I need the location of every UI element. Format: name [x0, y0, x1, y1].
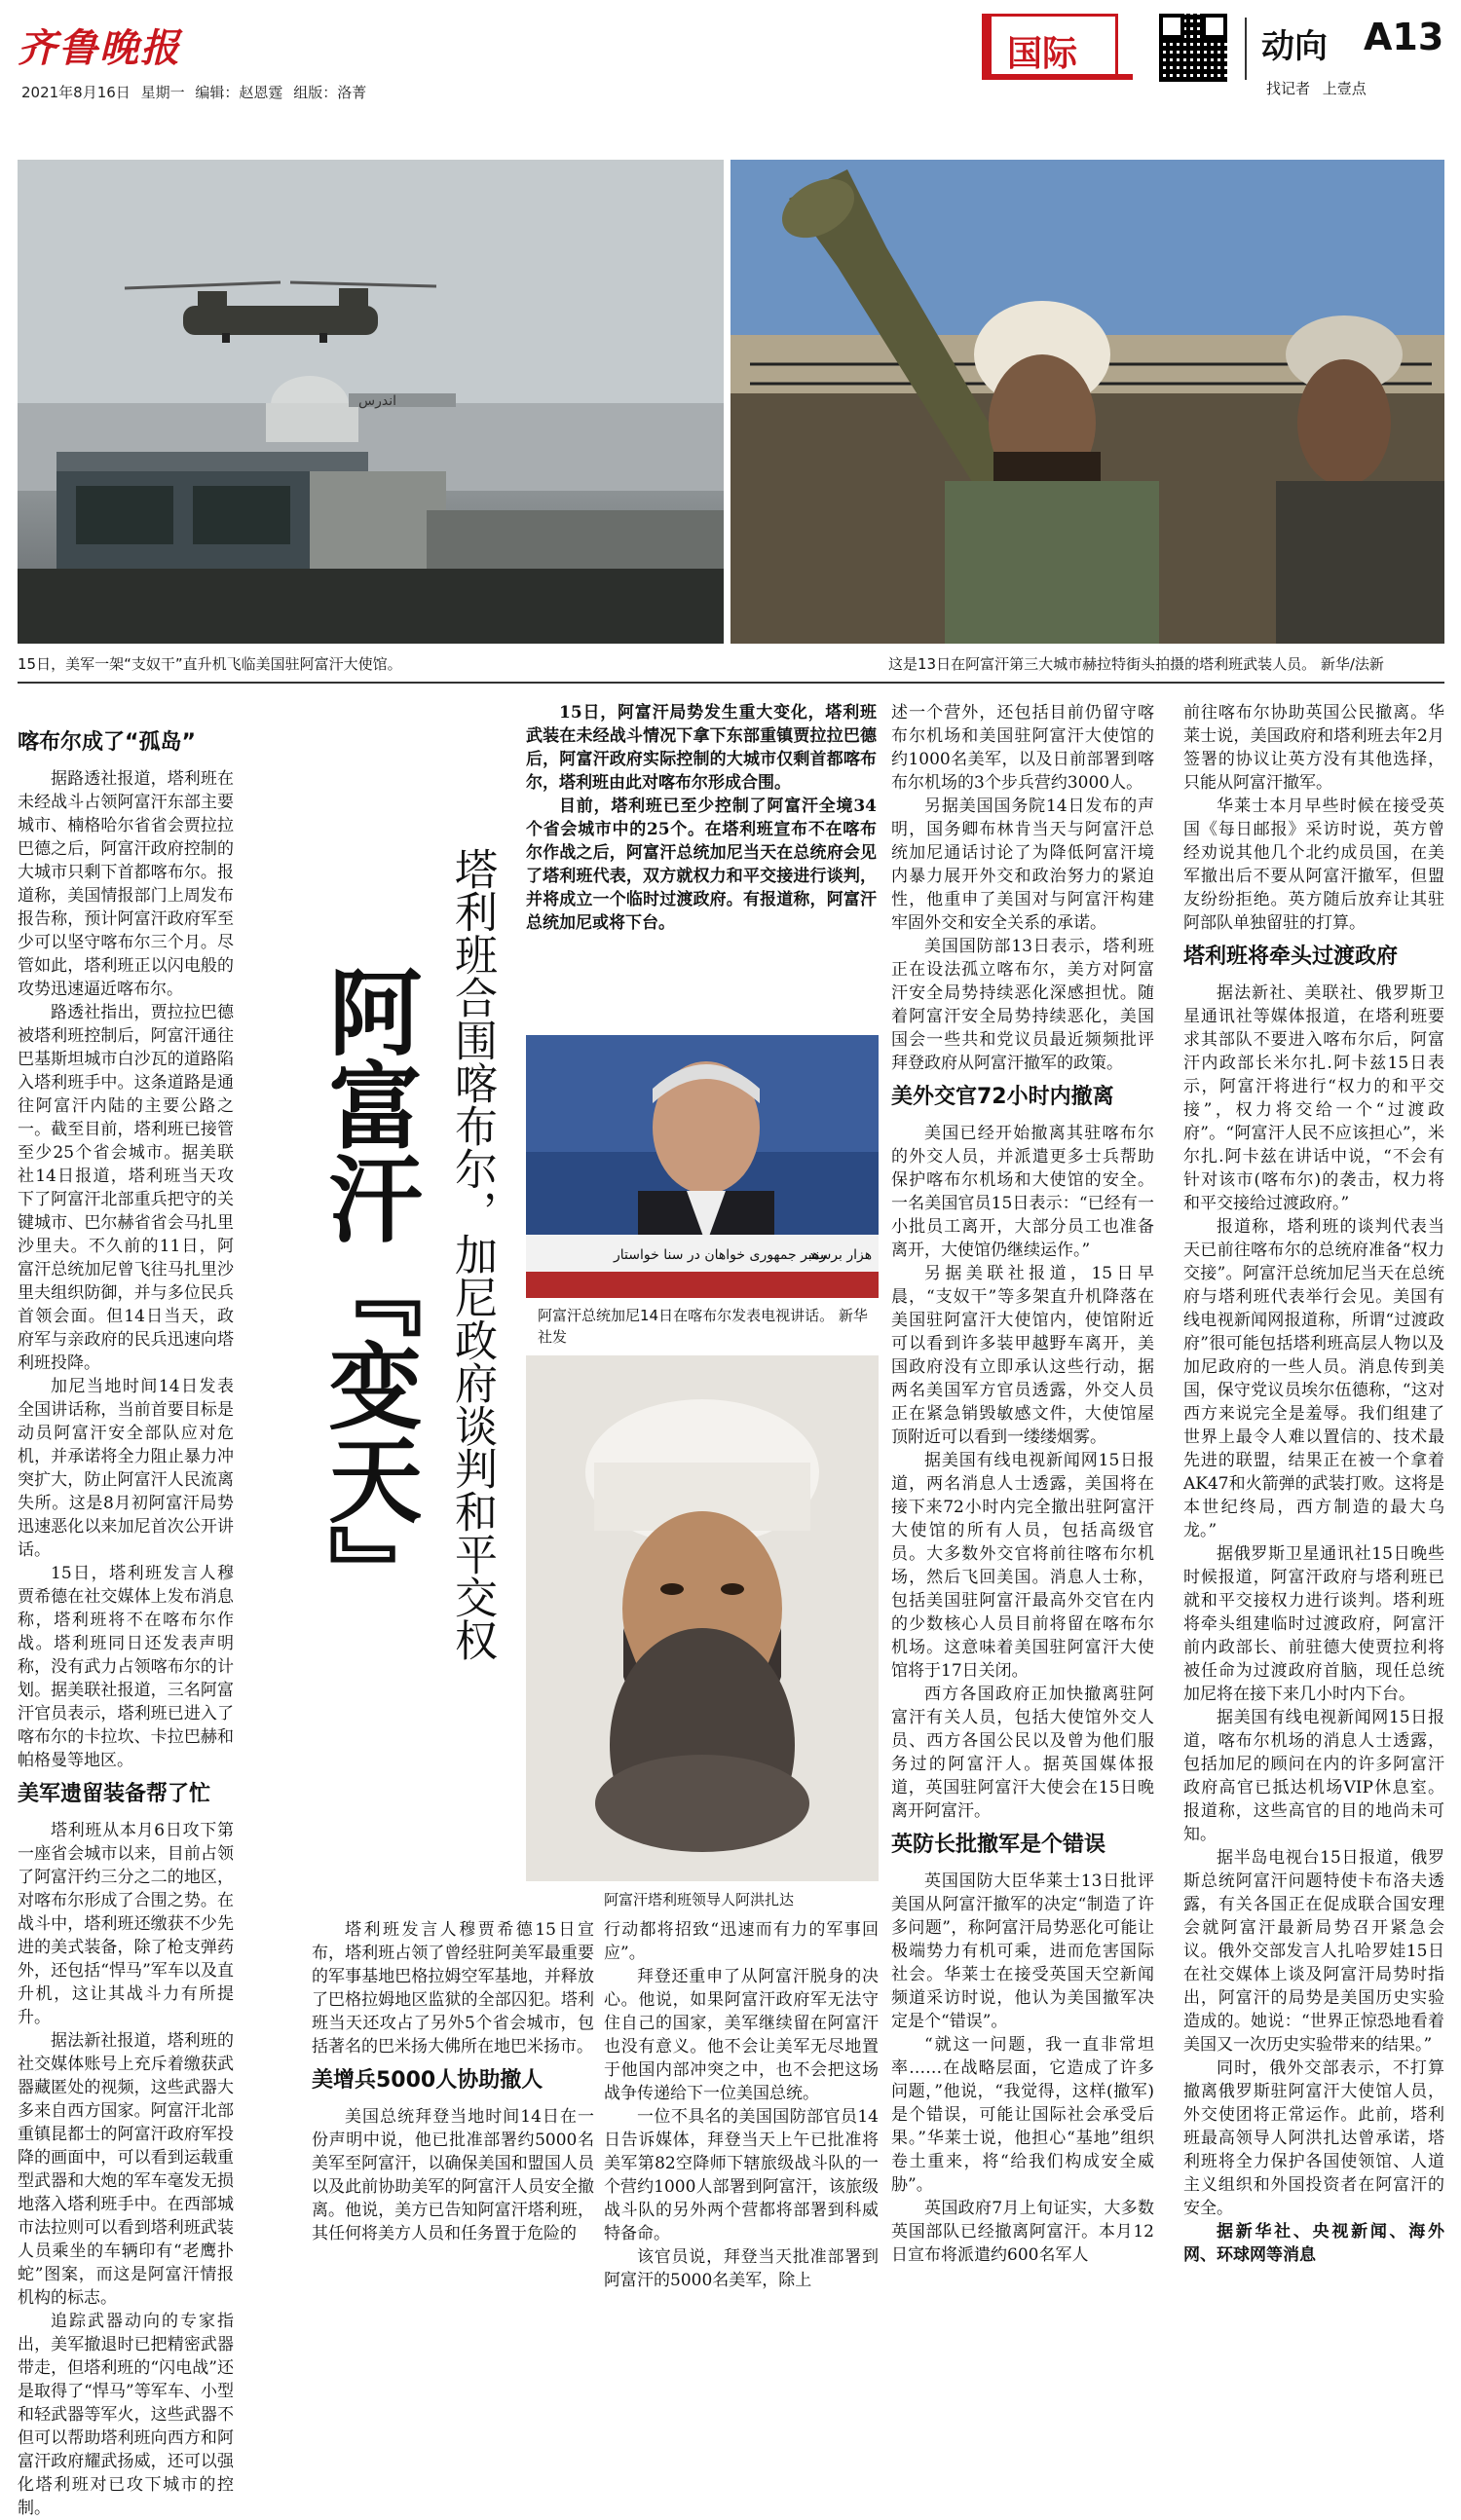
lead-column [526, 701, 877, 935]
paragraph: 美国总统拜登当地时间14日在一份声明中说，他已批准部署约5000名美军至阿富汗，以确保美国和盟国人员以及此前协助美军的阿富汗人员安全撤离。他说，美方已告知阿富汗塔利班，其任何将美方人员和任务置于危险的 [312, 2107, 594, 2243]
section-label: 国际 [1007, 34, 1078, 74]
subhead: 塔利班将牵头过渡政府 [1183, 945, 1399, 969]
paragraph: “就这一问题，我一直非常坦率……在战略层面，它造成了许多问题，”他说，“我觉得，这样(撤军)是个错误，可能让国际社会承受后果。”华莱士说，他担心“基地”组织卷土重来，将“给我们构成安全威胁”。 [891, 2035, 1154, 2195]
horizontal-rule [18, 682, 1444, 684]
building-sign-text: اندرس [358, 393, 396, 409]
paragraph: 一位不具名的美国国防部官员14日告诉媒体，拜登当天上午已批准将美军第82空降师下辖旅级战斗队的一个营约1000人部署到阿富汗，该旅级战斗队的另外两个营都将部署到科威特备命。 [604, 2107, 879, 2243]
paragraph: 前往喀布尔协助英国公民撤离。华莱士说，美国政府和塔利班去年2月签署的协议让英方没有其他选择，只能从阿富汗撤军。 [1183, 703, 1444, 793]
divider [1245, 18, 1247, 80]
tv-ticker-text-2: هزار برسند [808, 1247, 873, 1263]
section-tag [982, 14, 1118, 74]
paragraph: 同时，俄外交部表示，不打算撤离俄罗斯驻阿富汗大使馆人员，外交使团将正常运作。此前，塔利班最高领导人阿洪扎达曾承诺，塔利班将全力保护各国使领馆、人道主义组织和外国投资者在阿富汗的安全。 [1183, 2058, 1444, 2218]
weekday: 星期一 [140, 84, 185, 101]
article-column-2 [312, 1918, 594, 2245]
paragraph: 据美国有线电视新闻网15日报道，喀布尔机场的消息人士透露，包括加尼的顾问在内的许多阿富汗政府高官已抵达机场VIP休息室。报道称，这些高官的目的地尚未可知。 [1183, 1708, 1444, 1844]
paragraph: 路透社指出，贾拉拉巴德被塔利班控制后，阿富汗通往巴基斯坦城市白沙瓦的道路陷入塔利班手中。这条道路是通往阿富汗内陆的主要公路之一。截至目前，塔利班已接管至少25个省会城市。据美联社14日报道，塔利班当天攻下了阿富汗北部重兵把守的关键城市、巴尔赫省省会马扎里沙里夫。不久前的11日，阿富汗总统加尼曾飞往马扎里沙里夫组织防御，并与多位民兵首领会面。但14日当天，政府军与亲政府的民兵迅速向塔利班投降。 [18, 1003, 234, 1373]
paragraph: 据法新社、美联社、俄罗斯卫星通讯社等媒体报道，在塔利班要求其部队不要进入喀布尔后，阿富汗内政部长米尔扎.阿卡兹15日表示，阿富汗将进行“权力的和平交接”，权力将交给一个“过渡政府”。“阿富汗人民不应该担心”，米尔扎.阿卡兹在讲话中说，“不会有针对该市(喀布尔)的袭击，权力将和平交接给过渡政府。” [1183, 983, 1444, 1213]
masthead [0, 0, 1461, 105]
paragraph: 该官员说，拜登当天批准部署到阿富汗的5000名美军，除上 [604, 2247, 879, 2290]
paragraph: 据法新社报道，塔利班的社交媒体账号上充斥着缴获武器藏匿处的视频，这些武器大多来自西方国家。阿富汗北部重镇昆都士的阿富汗政府军投降的画面中，可以看到运载重型武器和大炮的军车毫发无损地落入塔利班手中。在西部城市法拉则可以看到塔利班武装人员乘坐的车辆印有“老鹰扑蛇”图案，而这是阿富汗情报机构的标志。 [18, 2031, 234, 2308]
main-headline: 阿富汗『变天』 [314, 964, 423, 1618]
photo-ghani [526, 1035, 879, 1298]
lead-paragraph: 15日，阿富汗局势发生重大变化，塔利班武装在未经战斗情况下拿下东部重镇贾拉拉巴德后，阿富汗政府实际控制的大城市仅剩首都喀布尔，塔利班由此对喀布尔形成合围。 [526, 703, 877, 793]
paragraph: 15日，塔利班发言人穆贾希德在社交媒体上发布消息称，塔利班将不在喀布尔作战。塔利班同日还发表声明称，没有武力占领喀布尔的计划。据美联社报道，三名阿富汗官员表示，塔利班已进入了喀布尔的卡拉坎、卡拉巴赫和帕格曼等地区。 [18, 1564, 234, 1770]
paragraph: 塔利班从本月6日攻下第一座省会城市以来，目前占领了阿富汗约三分之二的地区，对喀布尔形成了合围之势。在战斗中，塔利班还缴获不少先进的美式装备，除了枪支弹药外，还包括“悍马”军车以及直升机，这让其战斗力有所提升。 [18, 1821, 234, 2027]
paragraph: 据半岛电视台15日报道，俄罗斯总统阿富汗问题特使卡布洛夫透露，有关各国正在促成联合国安理会就阿富汗最新局势召开紧急会议。俄外交部发言人扎哈罗娃15日在社交媒体上谈及阿富汗局势时指出，阿富汗的局势是美国历史实验造成的。她说：“世界正惊恐地看着美国又一次历史实验带来的结果。” [1183, 1848, 1444, 2055]
paragraph: 行动都将招致“迅速而有力的军事回应”。 [604, 1920, 879, 1963]
subhead: 美军遗留装备帮了忙 [18, 1782, 211, 1806]
photo-taliban-fighter [730, 160, 1444, 644]
article-column-3 [604, 1918, 879, 2292]
paragraph: 美国国防部13日表示，塔利班正在设法孤立喀布尔，美方对阿富汗安全局势持续恶化深感担忧。随着阿富汗安全局势持续恶化，美国国会一些共和党议员最近频频批评拜登政府从阿富汗撤军的政策。 [891, 937, 1154, 1073]
photo-caption-akhundzada: 阿富汗塔利班领导人阿洪扎达 [604, 1891, 795, 1909]
article-column-4 [891, 701, 1154, 2267]
page-number: A13 [1364, 16, 1444, 58]
paragraph: 据美国有线电视新闻网15日报道，两名消息人士透露，美国将在接下来72小时内完全撤出驻阿富汗大使馆的所有人员，包括高级官员。大多数外交官将前往喀布尔机场，然后飞回美国。消息人士称，包括美国驻阿富汗最高外交官在内的少数核心人员目前将留在喀布尔机场。这意味着美国驻阿富汗大使馆将于17日关闭。 [891, 1451, 1154, 1681]
section-bar [982, 74, 1133, 80]
tv-ticker-text: رهبر جمهوری خواهان در سنا خواستار [614, 1247, 827, 1263]
editor: 编辑：赵恩霆 [195, 84, 283, 101]
paragraph: 拜登还重申了从阿富汗脱身的决心。他说，如果阿富汗政府军无法守住自己的国家，美军继续留在阿富汗也没有意义。他不会让美军无尽地置于他国内部冲突之中，也不会把这场战争传递给下一位美国总统。 [604, 1967, 879, 2103]
photo-caption-left: 15日，美军一架“支奴干”直升机飞临美国驻阿富汗大使馆。 [18, 655, 402, 673]
paragraph: 英国国防大臣华莱士13日批评美国从阿富汗撤军的决定“制造了许多问题”，称阿富汗局势恶化可能让极端势力有机可乘，进而危害国际社会。华莱士在接受英国天空新闻频道采访时说，他认为美国撤军决定是个“错误”。 [891, 1871, 1154, 2031]
subhead: 美增兵5000人协助撤人 [312, 2068, 543, 2093]
newspaper-logo: 齐鲁晚报 [18, 25, 181, 71]
subhead: 喀布尔成了“孤岛” [18, 730, 196, 755]
ghani-tv-illustration [526, 1035, 879, 1298]
date: 2021年8月16日 [21, 84, 131, 101]
subhead: 美外交官72小时内撤离 [891, 1085, 1114, 1109]
qr-code-icon[interactable] [1159, 14, 1227, 82]
paragraph: 报道称，塔利班的谈判代表当天已前往喀布尔的总统府准备“权力交接”。阿富汗总统加尼当天在总统府与塔利班代表举行会见。美国有线电视新闻网报道称，所谓“过渡政府”很可能包括塔利班高层人物以及加尼政府的一些人员。消息传到美国，保守党议员埃尔伍德称，“这对西方来说完全是羞辱。我们组建了世界上最令人难以置信的、技术最先进的联盟，结果正在被一个拿着AK47和火箭弹的武装打败。这将是本世纪终局，西方制造的最大乌龙。” [1183, 1217, 1444, 1540]
paragraph: 述一个营外，还包括目前仍留守喀布尔机场和美国驻阿富汗大使馆的约1000名美军，以及日前部署到喀布尔机场的3个步兵营约3000人。 [891, 703, 1154, 793]
paragraph: 塔利班发言人穆贾希德15日宣布，塔利班占领了曾经驻阿美军最重要的军事基地巴格拉姆空军基地，并释放了巴格拉姆地区监狱的全部囚犯。塔利班当天还攻占了另外5个省会城市，包括著名的巴米扬大佛所在地巴米扬市。 [312, 1920, 594, 2057]
paragraph: 据路透社报道，塔利班在未经战斗占领阿富汗东部主要城市、楠格哈尔省省会贾拉拉巴德之后，阿富汗政府控制的大城市只剩下首都喀布尔。报道称，美国情报部门上周发布报告称，预计阿富汗政府军至少可以坚守喀布尔三个月。尽管如此，塔利班正以闪电般的攻势迅速逼近喀布尔。 [18, 769, 234, 999]
paragraph: 英国政府7月上旬证实，大多数英国部队已经撤离阿富汗。本月12日宣布将派遣约600名军人 [891, 2199, 1154, 2265]
fighter-scene-illustration [730, 160, 1444, 644]
article-column-5 [1183, 701, 1444, 2267]
photo-akhundzada [526, 1355, 879, 1881]
paragraph: 另据美联社报道，15日早晨，“支奴干”等多架直升机降落在美国驻阿富汗大使馆内，使馆附近可以看到许多装甲越野车离开，美国政府没有立即承认这些行动，据两名美国军方官员透露，外交人员正在紧急销毁敏感文件，大使馆屋顶附近可以看到一缕缕烟雾。 [891, 1264, 1154, 1447]
photo-helicopter-embassy [18, 160, 724, 644]
photo-caption-right: 这是13日在阿富汗第三大城市赫拉特街头拍摄的塔利班武装人员。 新华/法新 [888, 655, 1384, 673]
akhundzada-portrait-illustration [526, 1355, 879, 1881]
photo-caption-ghani: 阿富汗总统加尼14日在喀布尔发表电视讲话。 新华社发 [538, 1307, 868, 1346]
paragraph: 加尼当地时间14日发表全国讲话称，当前首要目标是动员阿富汗安全部队应对危机，并承诺将全力阻止暴力冲突扩大，防止阿富汗人民流离失所。这是8月初阿富汗局势迅速恶化以来加尼首次公开讲话。 [18, 1377, 234, 1560]
subhead: 英防长批撤军是个错误 [891, 1833, 1106, 1857]
column-name: 动向 [1261, 27, 1328, 66]
article-column-1 [18, 721, 234, 2520]
dateline [21, 82, 366, 102]
source-credit: 据新华社、央视新闻、海外网、环球网等消息 [1183, 2222, 1444, 2265]
paragraph: 西方各国政府正加快撤离驻阿富汗有关人员，包括大使馆外交人员、西方各国公民以及曾为他们服务过的阿富汗人。据英国媒体报道，英国驻阿富汗大使会在15日晚离开阿富汗。 [891, 1685, 1154, 1821]
paragraph: 另据美国国务院14日发布的声明，国务卿布林肯当天与阿富汗总统加尼通话讨论了为降低阿富汗境内暴力展开外交和政治努力的紧迫性，他重申了美国对与阿富汗构建牢固外交和安全关系的承诺。 [891, 797, 1154, 933]
paragraph: 华莱士本月早些时候在接受英国《每日邮报》采访时说，英方曾经劝说其他几个北约成员国，在美军撤出后不要从阿富汗撤军，但盟友纷纷拒绝。英方随后放弃让其驻阿部队单独留驻的打算。 [1183, 797, 1444, 933]
sub-headline: 塔利班合围喀布尔，加尼政府谈判和平交权 [447, 847, 497, 1661]
reporter-hotline: 找记者 上壹点 [1266, 80, 1367, 97]
paragraph: 据俄罗斯卫星通讯社15日晚些时候报道，阿富汗政府与塔利班已就和平交接权力进行谈判。塔利班将牵头组建临时过渡政府，阿富汗前内政部长、前驻德大使贾拉利将被任命为过渡政府首脑，现任总统加尼将在接下来几小时内下台。 [1183, 1544, 1444, 1704]
lead-paragraph: 目前，塔利班已至少控制了阿富汗全境34个省会城市中的25个。在塔利班宣布不在喀布尔作战之后，阿富汗总统加尼当天在总统府会见了塔利班代表，双方就权力和平交接进行谈判，并将成立一个临时过渡政府。有报道称，阿富汗总统加尼或将下台。 [526, 797, 877, 933]
helicopter-scene-illustration [18, 160, 724, 644]
paragraph: 追踪武器动向的专家指出，美军撤退时已把精密武器带走，但塔利班的“闪电战”还是取得了“悍马”等军车、小型和轻武器等军火，这些武器不但可以帮助塔利班向西方和阿富汗政府耀武扬威，还可以强化塔利班对已攻下城市的控制。 [18, 2312, 234, 2518]
designer: 组版：洛菁 [293, 84, 367, 101]
paragraph: 美国已经开始撤离其驻喀布尔的外交人员，并派遣更多士兵帮助保护喀布尔机场和大使馆的安全。一名美国官员15日表示：“已经有一小批员工离开，大部分员工也准备离开，大使馆仍继续运作。” [891, 1124, 1154, 1260]
